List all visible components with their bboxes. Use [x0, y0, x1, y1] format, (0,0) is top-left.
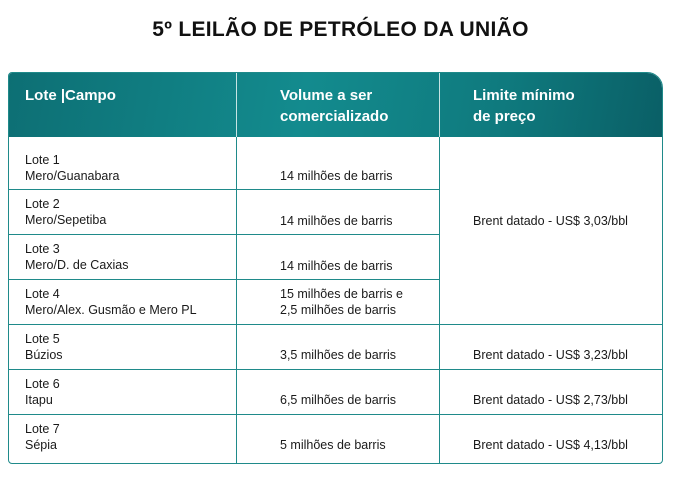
page-title: 5º LEILÃO DE PETRÓLEO DA UNIÃO — [152, 18, 529, 41]
table-row-lote-2: Lote 2 Mero/Sepetiba — [25, 197, 107, 227]
volume-cell: 3,5 milhões de barris — [280, 348, 397, 362]
table-row-lote-3: Lote 3 Mero/D. de Caxias — [25, 242, 129, 272]
table-row-lote-6: Lote 6 Itapu — [25, 377, 60, 407]
header-volume: Volume a ser comercializado — [280, 87, 389, 125]
price-cell: Brent datado - US$ 2,73/bbl — [473, 393, 628, 407]
header-divider — [439, 73, 440, 137]
row-divider — [9, 189, 439, 190]
table-header — [9, 73, 662, 137]
row-divider — [9, 369, 662, 370]
table-row-lote-4: Lote 4 Mero/Alex. Gusmão e Mero PL — [25, 287, 197, 317]
row-divider — [9, 279, 439, 280]
price-cell: Brent datado - US$ 3,23/bbl — [473, 348, 628, 362]
volume-cell: 5 milhões de barris — [280, 438, 386, 452]
table-row-lote-1: Lote 1 Mero/Guanabara — [25, 153, 120, 183]
price-cell: Brent datado - US$ 4,13/bbl — [473, 438, 628, 452]
auction-table — [8, 72, 663, 464]
row-divider — [9, 234, 439, 235]
volume-cell: 14 milhões de barris — [280, 214, 393, 228]
table-row-lote-7: Lote 7 Sépia — [25, 422, 60, 452]
header-divider — [236, 73, 237, 137]
volume-cell: 14 milhões de barris — [280, 169, 393, 183]
merged-price-cell: Brent datado - US$ 3,03/bbl — [473, 214, 628, 228]
volume-cell: 15 milhões de barris e 2,5 milhões de barris — [280, 287, 403, 317]
row-divider — [9, 324, 662, 325]
row-divider — [9, 414, 662, 415]
volume-cell: 14 milhões de barris — [280, 259, 393, 273]
table-row-lote-5: Lote 5 Búzios — [25, 332, 63, 362]
header-lote-campo: Lote |Campo — [25, 87, 116, 104]
volume-cell: 6,5 milhões de barris — [280, 393, 397, 407]
header-limite: Limite mínimo de preço — [473, 87, 575, 125]
